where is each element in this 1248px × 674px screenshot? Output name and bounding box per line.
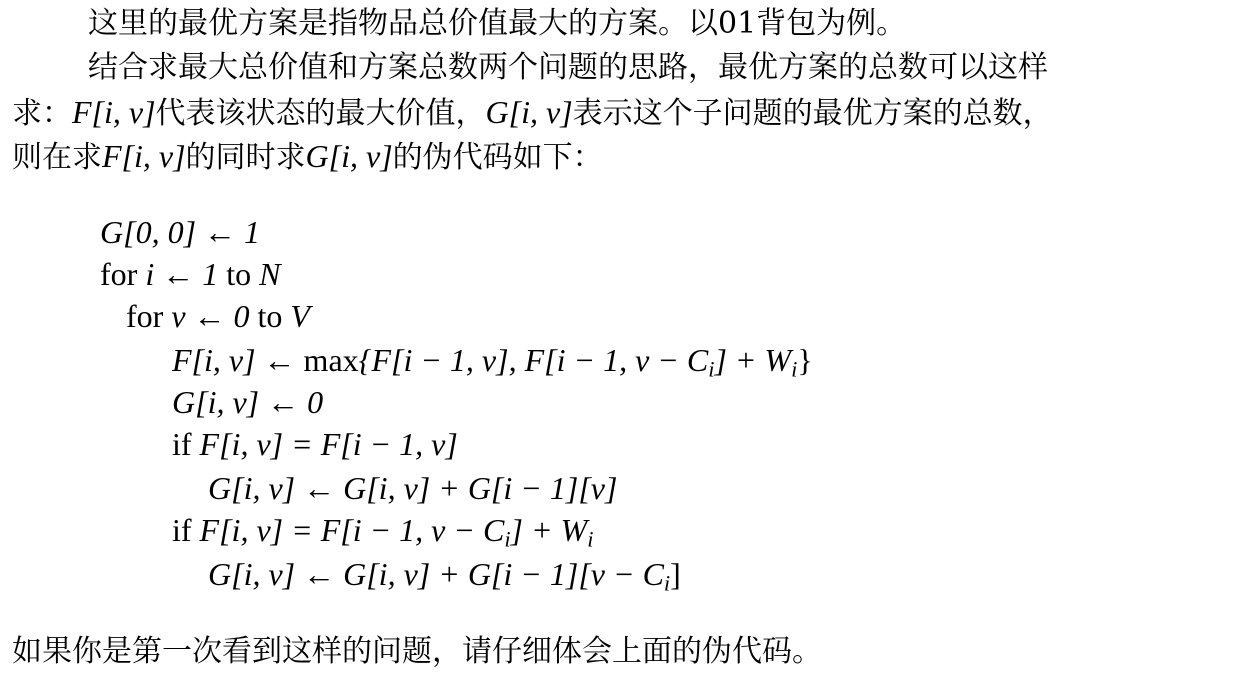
subscript-i: i: [663, 570, 671, 596]
code-expr: i ← 1: [145, 256, 219, 292]
keyword-if: if: [172, 426, 192, 462]
code-line-7: G[i, v] ← G[i, v] + G[i − 1][v]: [208, 470, 618, 506]
intro-line-3-prefix: 求：: [12, 96, 72, 131]
code-expr: ]: [670, 556, 681, 592]
code-expr: {F[i − 1, v], F[i − 1, v − C: [358, 342, 709, 378]
keyword-to: to: [226, 256, 252, 292]
code-line-2: [100, 254, 280, 294]
outro-line: 如果你是第一次看到这样的问题，请仔细体会上面的伪代码。: [12, 634, 822, 669]
intro-line-2: 结合求最大总价值和方案总数两个问题的思路，最优方案的总数可以这样: [88, 50, 1048, 85]
math-f-iv: F[i, v]: [102, 138, 186, 174]
subscript-i: i: [791, 356, 798, 382]
math-f-iv: F[i, v]: [72, 94, 156, 130]
code-line-1: G[0, 0] ← 1: [100, 214, 261, 250]
intro-line-3: [12, 90, 1053, 136]
keyword-if: if: [172, 512, 192, 548]
code-expr: ] + W: [714, 342, 792, 378]
code-expr: ] + W: [510, 512, 588, 548]
keyword-for: for: [126, 298, 164, 334]
subscript-i: i: [587, 526, 594, 552]
math-g-iv: G[i, v]: [305, 138, 393, 174]
code-expr: G[i, v] ← G[i, v] + G[i − 1][v − C: [208, 556, 664, 592]
intro-line-1: 这里的最优方案是指物品总价值最大的方案。以01背包为例。: [88, 6, 907, 41]
subscript-i: i: [708, 356, 715, 382]
intro-line-4-mid: 的同时求: [185, 140, 306, 175]
code-line-6: [172, 424, 458, 464]
code-expr: N: [259, 256, 281, 292]
intro-line-3-mid: 代表该状态的最大价值，: [155, 96, 486, 131]
code-expr: F[i, v] = F[i − 1, v]: [199, 426, 458, 462]
math-g-iv: G[i, v]: [485, 94, 573, 130]
code-line-3: [126, 296, 310, 336]
code-expr: F[i, v] ←: [172, 342, 296, 378]
intro-line-3-suffix: 表示这个子问题的最优方案的总数，: [572, 96, 1053, 131]
keyword-to: to: [257, 298, 283, 334]
intro-line-4-suffix: 的伪代码如下：: [392, 140, 603, 175]
code-line-5: G[i, v] ← 0: [172, 384, 324, 420]
code-line-9: [208, 554, 681, 604]
code-expr: F[i, v] = F[i − 1, v − C: [199, 512, 505, 548]
keyword-for: for: [100, 256, 138, 292]
intro-line-4: [12, 134, 603, 180]
intro-line-4-prefix: 则在求: [12, 140, 102, 175]
code-expr: }: [797, 342, 813, 378]
code-expr: V: [290, 298, 310, 334]
keyword-max: max: [303, 342, 359, 378]
code-line-8: [172, 510, 593, 560]
subscript-i: i: [504, 526, 511, 552]
code-expr: v ← 0: [171, 298, 250, 334]
